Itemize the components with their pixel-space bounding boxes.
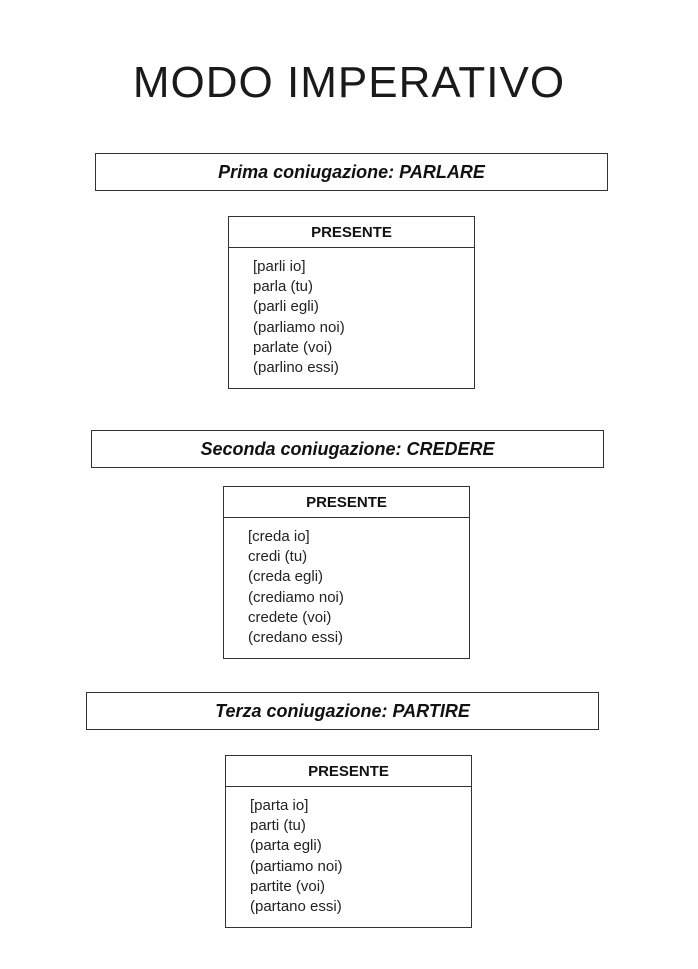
verb-form: (partano essi) (250, 898, 342, 916)
conjugation-table-seconda (223, 486, 470, 659)
section-header-seconda: Seconda coniugazione: CREDERE (91, 430, 604, 468)
verb-form: (partiamo noi) (250, 857, 343, 875)
section-header-prima: Prima coniugazione: PARLARE (95, 153, 608, 191)
forms-list (224, 518, 469, 658)
verb-form: partite (voi) (250, 877, 326, 895)
forms-list (229, 248, 474, 388)
conjugation-table-prima (228, 216, 475, 389)
verb-form: parla (tu) (253, 278, 314, 296)
verb-form: (parta egli) (250, 837, 322, 855)
verb-form: parti (tu) (250, 817, 306, 835)
section-header-terza: Terza coniugazione: PARTIRE (86, 692, 599, 730)
tense-label: PRESENTE (224, 487, 469, 518)
verb-form: credi (tu) (248, 548, 308, 566)
verb-form: (parliamo noi) (253, 318, 345, 336)
verb-form: credete (voi) (248, 608, 332, 626)
verb-form: [creda io] (248, 528, 310, 545)
verb-form: (parli egli) (253, 298, 319, 316)
verb-form: (crediamo noi) (248, 588, 344, 606)
verb-form: (credano essi) (248, 629, 344, 647)
tense-label: PRESENTE (229, 217, 474, 248)
verb-form: [parli io] (253, 258, 306, 275)
page-title: MODO IMPERATIVO (132, 58, 566, 107)
forms-list (226, 787, 471, 927)
verb-form: (parlino essi) (253, 359, 339, 377)
verb-form: parlate (voi) (253, 338, 333, 356)
verb-form: (creda egli) (248, 568, 324, 586)
verb-form: [parta io] (250, 797, 309, 814)
tense-label: PRESENTE (226, 756, 471, 787)
conjugation-table-terza (225, 755, 472, 928)
